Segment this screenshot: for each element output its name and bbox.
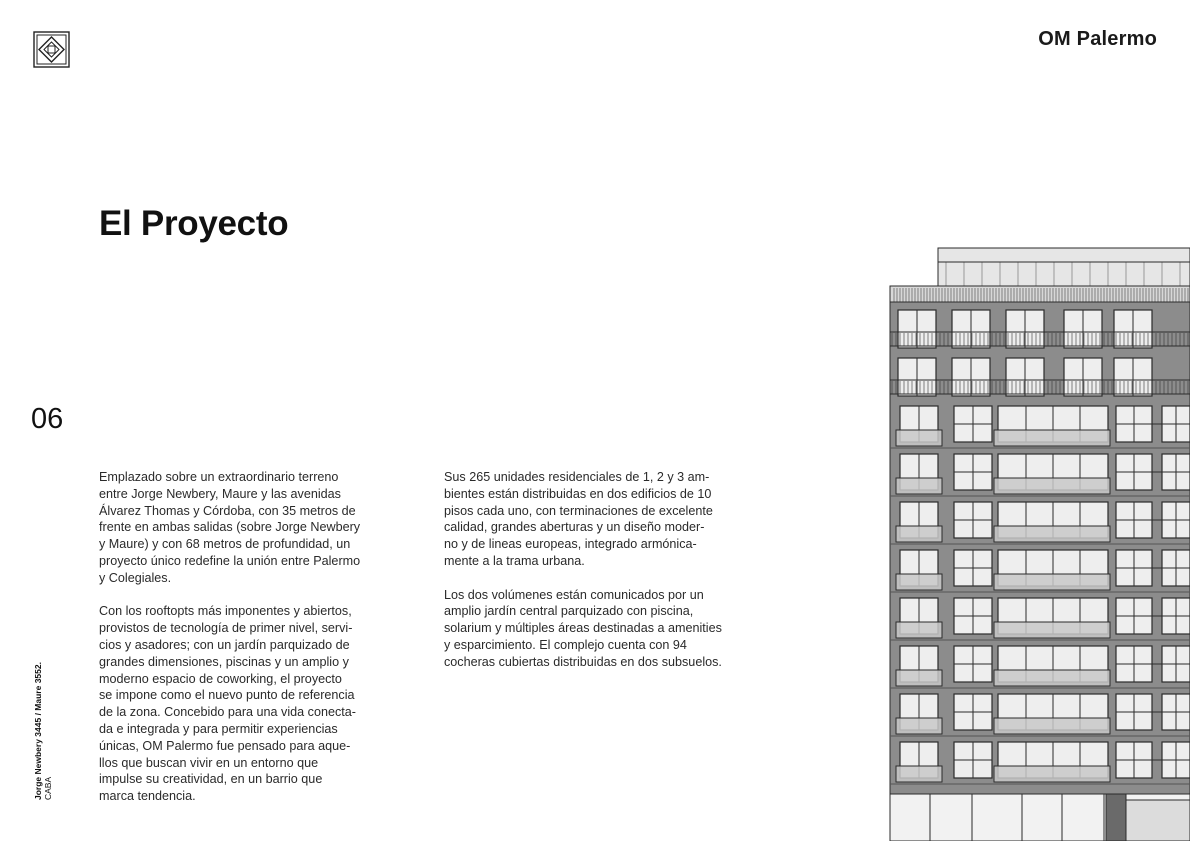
- page-title: El Proyecto: [99, 204, 289, 243]
- text-line: llos que buscan vivir en un entorno que: [99, 755, 319, 770]
- text-line: no y de lineas europeas, integrado armónica-: [444, 537, 697, 552]
- text-line: se impone como el nuevo punto de referencia: [99, 688, 355, 703]
- glass-balcony: [896, 526, 942, 542]
- text-line: moderno espacio de coworking, el proyecto: [99, 671, 342, 686]
- text-line: pisos cada uno, con terminaciones de excelente: [444, 503, 713, 518]
- glass-balcony: [896, 478, 942, 494]
- text-line: marca tendencia.: [99, 789, 196, 804]
- glass-balcony: [896, 574, 942, 590]
- glass-balcony: [896, 622, 942, 638]
- text-column-2: [444, 469, 754, 687]
- text-column-1: [99, 469, 409, 822]
- text-line: Sus 265 unidades residenciales de 1, 2 y 3 am-: [444, 470, 710, 484]
- glass-balcony: [994, 718, 1110, 734]
- cornice: [890, 286, 1190, 302]
- address-vertical: [33, 662, 53, 800]
- column2-paragraph2: [444, 587, 754, 671]
- text-line: y esparcimiento. El complejo cuenta con 94: [444, 637, 687, 652]
- text-line: únicas, OM Palermo fue pensado para aque-: [99, 738, 351, 753]
- storefront-column: [1106, 794, 1126, 841]
- text-line: solarium y múltiples áreas destinadas a amenities: [444, 621, 722, 636]
- text-line: cios y asadores; con un jardín parquizado de: [99, 637, 350, 652]
- text-line: proyecto único redefine la unión entre Palermo: [99, 553, 361, 568]
- text-line: impulse su creatividad, en un barrio que: [99, 772, 323, 787]
- glass-balcony: [994, 766, 1110, 782]
- rooftop: [938, 248, 1190, 288]
- text-line: de la zona. Concebido para una vida conecta-: [99, 705, 356, 720]
- column1-paragraph1: [99, 469, 409, 587]
- text-line: y Maure) y con 68 metros de profundidad, un: [99, 537, 351, 552]
- page-number: 06: [31, 403, 64, 435]
- text-line: grandes dimensiones, piscinas y un amplio y: [99, 654, 349, 669]
- text-line: Con los rooftopts más imponentes y abiertos,: [99, 604, 352, 619]
- storefront-window: [1126, 800, 1190, 841]
- text-line: calidad, grandes aberturas y un diseño moder-: [444, 520, 705, 535]
- glass-balcony: [896, 766, 942, 782]
- column2-paragraph1: [444, 469, 754, 570]
- building-illustration: [886, 244, 1190, 841]
- glass-balcony: [896, 718, 942, 734]
- glass-balcony: [994, 526, 1110, 542]
- text-line: mente a la trama urbana.: [444, 553, 585, 568]
- text-line: amplio jardín central parquizado con piscina,: [444, 604, 694, 619]
- text-line: bientes están distribuidas en dos edificios de 10: [444, 486, 712, 501]
- text-line: provistos de tecnología de primer nivel, servi-: [99, 621, 353, 636]
- text-line: da e integrada y para permitir experiencias: [99, 721, 338, 736]
- column1-paragraph2: [99, 603, 409, 805]
- brand-logo-icon: [33, 31, 70, 68]
- text-line: Los dos volúmenes están comunicados por un: [444, 587, 704, 602]
- building-facade-icon: [886, 244, 1190, 841]
- text-line: entre Jorge Newbery, Maure y las avenidas: [99, 486, 341, 501]
- text-line: Álvarez Thomas y Córdoba, con 35 metros de: [99, 503, 356, 518]
- text-line: frente en ambas salidas (sobre Jorge Newbery: [99, 520, 361, 535]
- address-city: CABA: [43, 776, 53, 800]
- glass-balcony: [994, 430, 1110, 446]
- glass-balcony: [994, 670, 1110, 686]
- glass-balcony: [994, 478, 1110, 494]
- address-street: Jorge Newbery 3445 / Maure 3552.: [33, 662, 43, 800]
- brand-name: OM Palermo: [1038, 28, 1157, 50]
- text-line: Emplazado sobre un extraordinario terreno: [99, 470, 339, 484]
- glass-balcony: [994, 622, 1110, 638]
- glass-balcony: [896, 670, 942, 686]
- glass-balcony: [994, 574, 1110, 590]
- text-line: cocheras cubiertas distribuidas en dos subsuelos.: [444, 654, 722, 669]
- glass-balcony: [896, 430, 942, 446]
- text-line: y Colegiales.: [99, 570, 172, 585]
